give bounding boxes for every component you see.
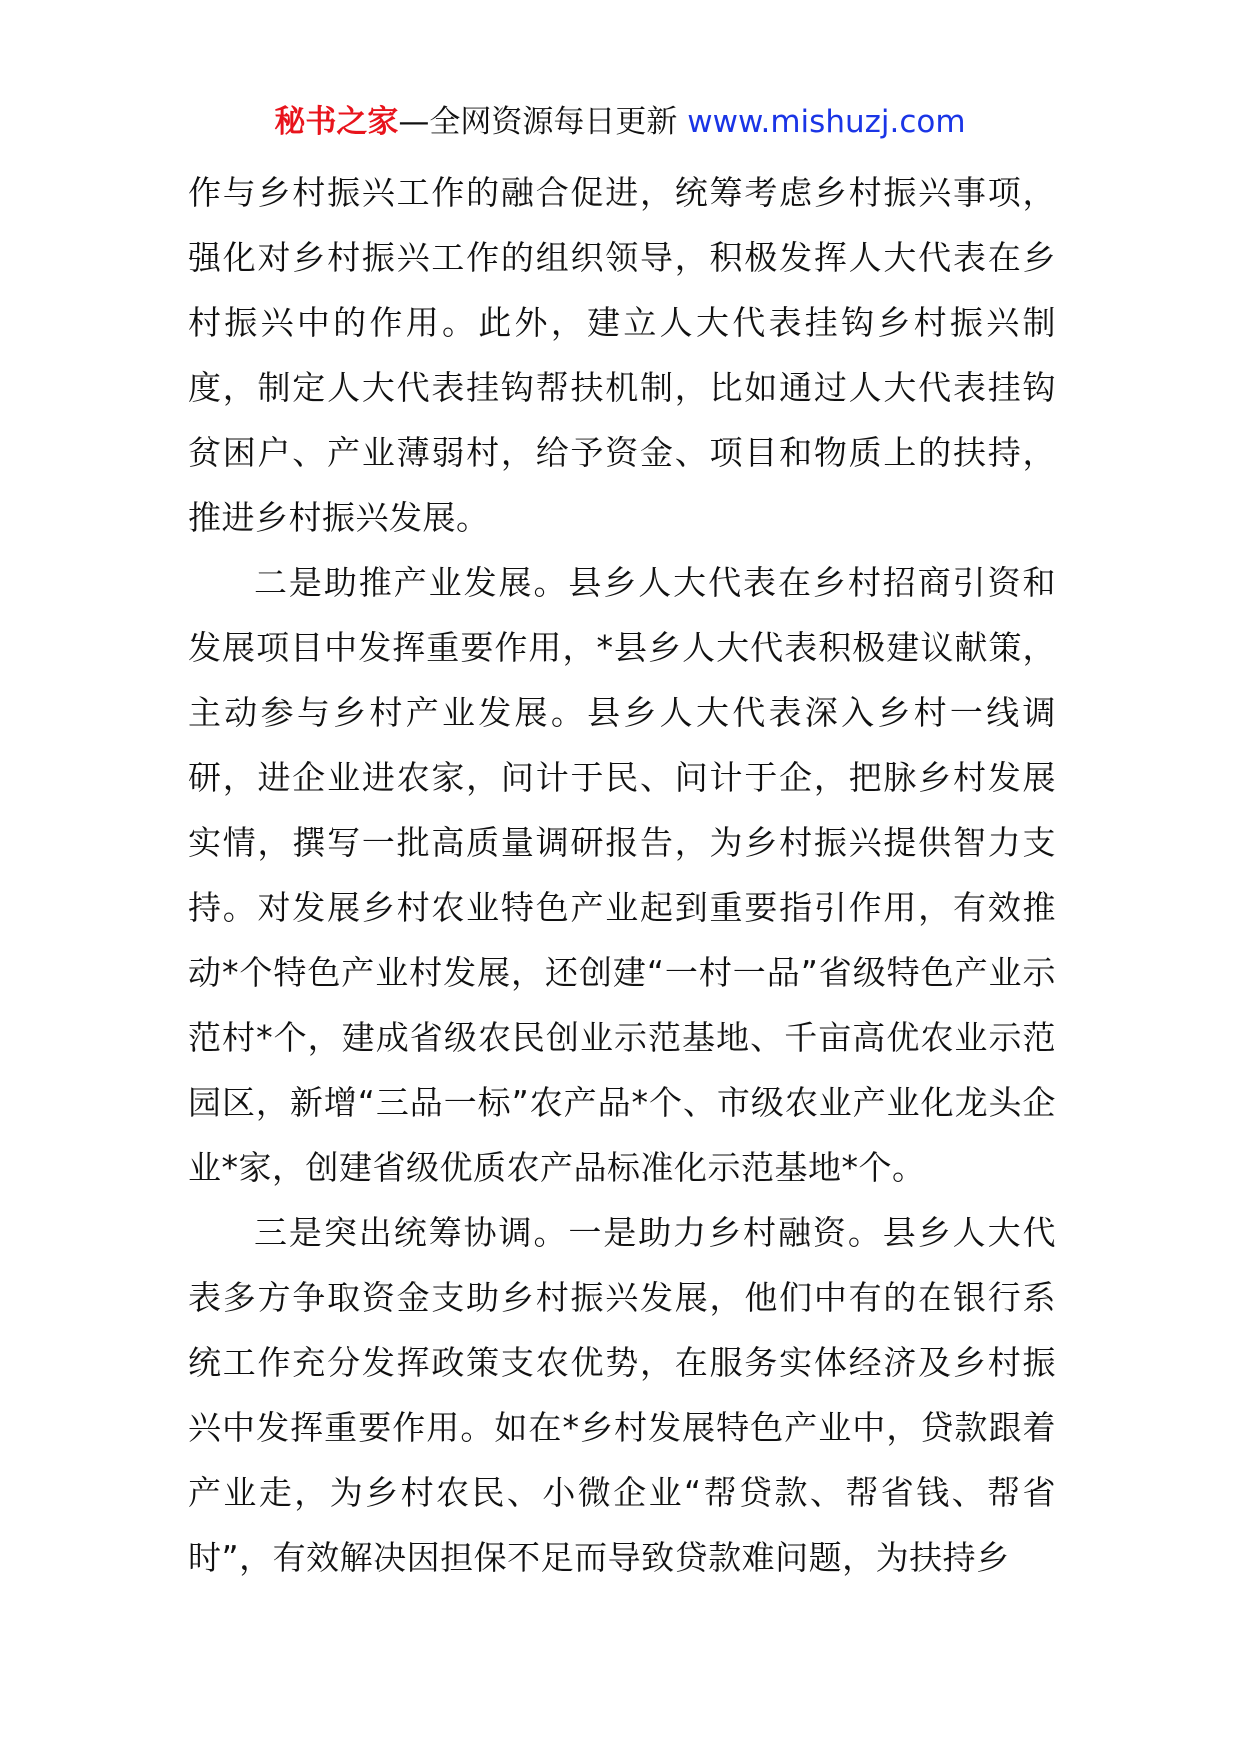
paragraph-coordination: 三是突出统筹协调。一是助力乡村融资。县乡人大代表多方争取资金支助乡村振兴发展，他们中有的在银行系统工作充分发挥政策支农优势，在服务实体经济及乡村振兴中发挥重要作用。如在*乡村发展特色产业中，贷款跟着产业走，为乡村农民、小微企业“帮贷款、帮省钱、帮省时”，有效解决因担保不足而导致贷款难问题，为扶持乡 <box>188 1213 1056 1577</box>
paragraph-continuation: 作与乡村振兴工作的融合促进，统筹考虑乡村振兴事项，强化对乡村振兴工作的组织领导，积极发挥人大代表在乡村振兴中的作用。此外，建立人大代表挂钩乡村振兴制度，制定人大代表挂钩帮扶机制，比如通过人大代表挂钩贫困户、产业薄弱村，给予资金、项目和物质上的扶持，推进乡村振兴发展。 <box>188 173 1056 537</box>
site-brand: 秘书之家 <box>274 104 399 140</box>
paragraph-industry-development: 二是助推产业发展。县乡人大代表在乡村招商引资和发展项目中发挥重要作用，*县乡人大代表积极建议献策，主动参与乡村产业发展。县乡人大代表深入乡村一线调研，进企业进农家，问计于民、问计于企，把脉乡村发展实情，撰写一批高质量调研报告，为乡村振兴提供智力支持。对发展乡村农业特色产业起到重要指引作用，有效推动*个特色产业村发展，还创建“一村一品”省级特色产业示范村*个，建成省级农民创业示范基地、千亩高优农业示范园区，新增“三品一标”农产品*个、市级农业产业化龙头企业*家，创建省级优质农产品标准化示范基地*个。 <box>188 563 1056 1187</box>
document-body <box>188 160 1056 1590</box>
site-url-link[interactable]: www.mishuzj.com <box>687 104 966 140</box>
site-tagline: —全网资源每日更新 <box>398 104 688 140</box>
page-header <box>0 100 1240 144</box>
